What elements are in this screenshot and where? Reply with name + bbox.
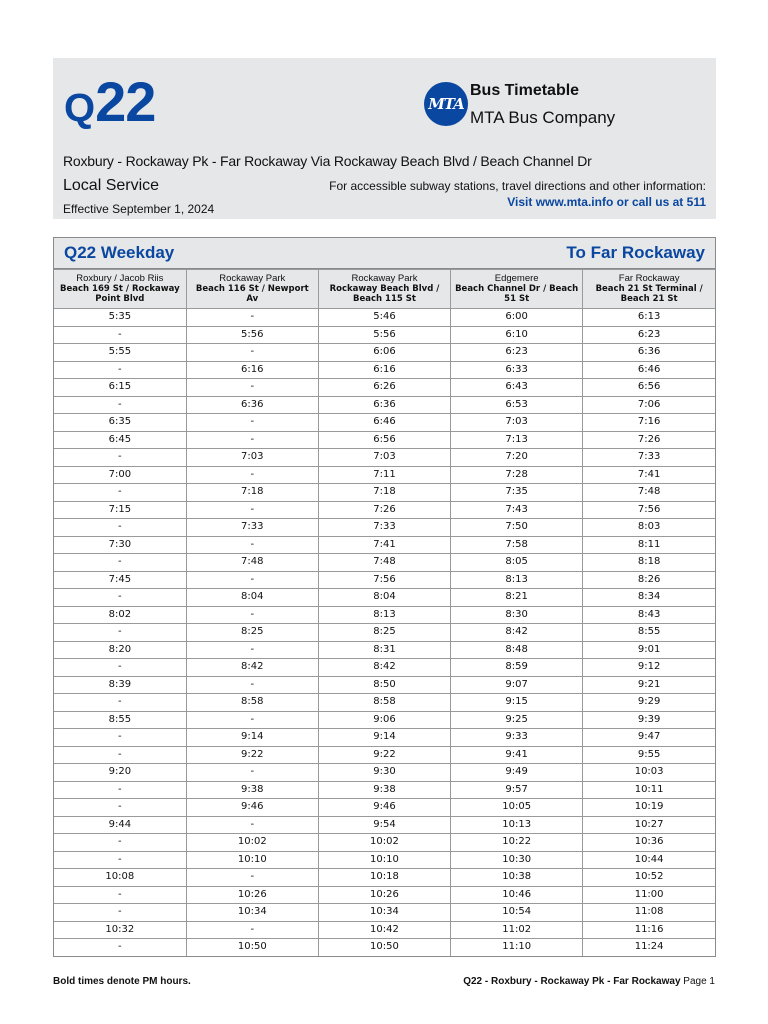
header-row [54, 270, 715, 309]
table-row [54, 641, 715, 659]
time-cell: 9:55 [583, 746, 715, 764]
time-cell: - [54, 851, 186, 869]
time-cell: 7:26 [583, 431, 715, 449]
column-location: Edgemere [494, 273, 539, 284]
table-row [54, 431, 715, 449]
mta-logo-icon: MTA [424, 82, 468, 126]
time-cell: 6:23 [583, 326, 715, 344]
time-cell: 8:13 [451, 571, 583, 589]
time-cell: 8:55 [583, 624, 715, 642]
time-cell: 7:45 [54, 571, 186, 589]
time-cell: 6:15 [54, 379, 186, 397]
column-location: Rockaway Park [351, 273, 418, 284]
time-cell: - [186, 676, 318, 694]
table-row [54, 851, 715, 869]
time-cell: 11:02 [451, 921, 583, 939]
table-row [54, 396, 715, 414]
time-cell: 6:45 [54, 431, 186, 449]
time-cell: 8:03 [583, 519, 715, 537]
table-row [54, 379, 715, 397]
time-cell: 9:41 [451, 746, 583, 764]
time-cell: 9:44 [54, 816, 186, 834]
time-cell: 6:10 [451, 326, 583, 344]
time-cell: - [54, 624, 186, 642]
table-row [54, 659, 715, 677]
time-cell: - [186, 431, 318, 449]
time-cell: - [54, 589, 186, 607]
time-cell: 10:08 [54, 869, 186, 887]
time-cell: 8:21 [451, 589, 583, 607]
time-cell: 9:14 [318, 729, 450, 747]
time-cell: - [186, 921, 318, 939]
time-cell: 7:35 [451, 484, 583, 502]
table-row [54, 886, 715, 904]
time-cell: - [54, 519, 186, 537]
table-row [54, 466, 715, 484]
time-cell: 8:05 [451, 554, 583, 572]
time-cell: 11:00 [583, 886, 715, 904]
time-cell: 7:18 [318, 484, 450, 502]
time-cell: 7:03 [186, 449, 318, 467]
timetable-header [53, 58, 716, 219]
time-cell: 7:03 [318, 449, 450, 467]
table-row [54, 414, 715, 432]
time-cell: - [186, 571, 318, 589]
time-cell: 8:18 [583, 554, 715, 572]
time-cell: 10:50 [318, 939, 450, 956]
route-description: Roxbury - Rockaway Pk - Far Rockaway Via Rockaway Beach Blvd / Beach Channel Dr [63, 153, 592, 169]
time-cell: 6:13 [583, 309, 715, 327]
time-cell: - [54, 781, 186, 799]
time-cell: 6:36 [318, 396, 450, 414]
time-cell: - [186, 869, 318, 887]
table-row [54, 606, 715, 624]
time-cell: - [186, 536, 318, 554]
table-row [54, 484, 715, 502]
time-cell: 10:50 [186, 939, 318, 956]
table-row [54, 554, 715, 572]
table-row [54, 711, 715, 729]
time-cell: 10:05 [451, 799, 583, 817]
time-cell: 10:02 [186, 834, 318, 852]
table-row [54, 589, 715, 607]
column-header [318, 270, 450, 309]
time-cell: 6:43 [451, 379, 583, 397]
time-cell: - [186, 501, 318, 519]
time-cell: 10:52 [583, 869, 715, 887]
time-cell: 5:56 [318, 326, 450, 344]
time-cell: 10:03 [583, 764, 715, 782]
time-cell: 11:24 [583, 939, 715, 956]
time-cell: - [186, 309, 318, 327]
time-cell: 7:28 [451, 466, 583, 484]
table-row [54, 764, 715, 782]
time-cell: 7:03 [451, 414, 583, 432]
time-cell: - [54, 904, 186, 922]
column-location: Roxbury / Jacob Riis [76, 273, 164, 284]
time-cell: 10:10 [186, 851, 318, 869]
column-header [451, 270, 583, 309]
time-cell: 10:34 [318, 904, 450, 922]
table-row [54, 816, 715, 834]
time-cell: 6:36 [583, 344, 715, 362]
time-cell: 9:57 [451, 781, 583, 799]
time-cell: 5:56 [186, 326, 318, 344]
time-cell: 11:10 [451, 939, 583, 956]
table-row [54, 799, 715, 817]
time-cell: 10:13 [451, 816, 583, 834]
time-cell: - [54, 449, 186, 467]
time-cell: - [186, 641, 318, 659]
time-cell: 7:33 [186, 519, 318, 537]
time-cell: 9:38 [318, 781, 450, 799]
time-cell: 7:26 [318, 501, 450, 519]
table-row [54, 694, 715, 712]
time-cell: 7:43 [451, 501, 583, 519]
time-cell: 8:30 [451, 606, 583, 624]
time-cell: 6:53 [451, 396, 583, 414]
table-row [54, 834, 715, 852]
table-row [54, 729, 715, 747]
table-row [54, 781, 715, 799]
timetable [53, 237, 716, 957]
time-cell: 7:50 [451, 519, 583, 537]
table-row [54, 326, 715, 344]
time-cell: 9:21 [583, 676, 715, 694]
time-cell: 9:39 [583, 711, 715, 729]
time-cell: 9:22 [318, 746, 450, 764]
table-row [54, 904, 715, 922]
time-cell: 8:42 [186, 659, 318, 677]
time-cell: 6:23 [451, 344, 583, 362]
time-cell: - [54, 799, 186, 817]
time-cell: 10:46 [451, 886, 583, 904]
time-cell: 8:42 [318, 659, 450, 677]
table-row [54, 571, 715, 589]
time-cell: 8:48 [451, 641, 583, 659]
table-row [54, 869, 715, 887]
time-cell: 8:55 [54, 711, 186, 729]
table-row [54, 344, 715, 362]
time-cell: 8:26 [583, 571, 715, 589]
time-cell: 10:26 [186, 886, 318, 904]
time-cell: 8:58 [318, 694, 450, 712]
time-cell: 8:43 [583, 606, 715, 624]
time-cell: 9:49 [451, 764, 583, 782]
time-cell: 7:41 [318, 536, 450, 554]
time-cell: 8:31 [318, 641, 450, 659]
column-stop: Beach 169 St / Rockaway Point Blvd [60, 284, 180, 304]
table-row [54, 624, 715, 642]
time-cell: - [54, 326, 186, 344]
accessible-info: For accessible subway stations, travel directions and other information: [329, 179, 706, 193]
column-location: Far Rockaway [618, 273, 680, 284]
footer-route-label: Q22 - Roxbury - Rockaway Pk - Far Rockaway [463, 976, 681, 987]
time-cell: 10:34 [186, 904, 318, 922]
time-cell: 8:59 [451, 659, 583, 677]
table-row [54, 519, 715, 537]
timetable-title: Q22 Weekday [64, 243, 175, 262]
time-cell: 9:14 [186, 729, 318, 747]
time-cell: 9:30 [318, 764, 450, 782]
time-cell: 7:33 [318, 519, 450, 537]
route-number: 22 [95, 70, 156, 133]
time-cell: 7:15 [54, 501, 186, 519]
time-cell: 7:48 [186, 554, 318, 572]
route-title [64, 70, 156, 133]
time-cell: 6:26 [318, 379, 450, 397]
time-cell: 9:33 [451, 729, 583, 747]
time-cell: 8:11 [583, 536, 715, 554]
time-cell: 8:39 [54, 676, 186, 694]
time-cell: - [186, 711, 318, 729]
time-cell: 9:22 [186, 746, 318, 764]
time-cell: 7:20 [451, 449, 583, 467]
time-cell: 7:41 [583, 466, 715, 484]
time-cell: - [54, 484, 186, 502]
column-header [186, 270, 318, 309]
time-cell: 8:20 [54, 641, 186, 659]
time-cell: 9:07 [451, 676, 583, 694]
time-cell: 6:00 [451, 309, 583, 327]
time-cell: 8:34 [583, 589, 715, 607]
time-cell: 5:35 [54, 309, 186, 327]
time-cell: 10:38 [451, 869, 583, 887]
time-cell: - [54, 834, 186, 852]
time-cell: - [54, 659, 186, 677]
time-cell: 6:33 [451, 361, 583, 379]
time-cell: 10:10 [318, 851, 450, 869]
time-cell: 10:11 [583, 781, 715, 799]
time-cell: 10:22 [451, 834, 583, 852]
table-row [54, 746, 715, 764]
time-cell: 7:30 [54, 536, 186, 554]
page-number: Page 1 [683, 976, 715, 987]
time-cell: - [186, 606, 318, 624]
time-cell: 6:56 [318, 431, 450, 449]
time-cell: 9:29 [583, 694, 715, 712]
column-stop: Beach 116 St / Newport Av [195, 284, 309, 304]
time-cell: 7:33 [583, 449, 715, 467]
time-cell: 11:16 [583, 921, 715, 939]
timetable-direction: To Far Rockaway [566, 243, 705, 262]
time-cell: 7:06 [583, 396, 715, 414]
time-cell: 7:58 [451, 536, 583, 554]
time-cell: 8:04 [318, 589, 450, 607]
time-cell: 8:25 [318, 624, 450, 642]
time-cell: 9:46 [186, 799, 318, 817]
time-cell: 7:56 [318, 571, 450, 589]
schedule-table [54, 269, 715, 956]
visit-link[interactable]: Visit www.mta.info or call us at 511 [507, 195, 706, 209]
time-cell: 9:46 [318, 799, 450, 817]
time-cell: 8:13 [318, 606, 450, 624]
table-row [54, 361, 715, 379]
time-cell: 9:20 [54, 764, 186, 782]
time-cell: - [54, 554, 186, 572]
time-cell: 6:35 [54, 414, 186, 432]
column-stop: Rockaway Beach Blvd / Beach 115 St [329, 284, 440, 304]
time-cell: 11:08 [583, 904, 715, 922]
time-cell: 9:38 [186, 781, 318, 799]
column-header [54, 270, 186, 309]
time-cell: 10:18 [318, 869, 450, 887]
time-cell: 9:25 [451, 711, 583, 729]
time-cell: 6:56 [583, 379, 715, 397]
time-cell: 10:26 [318, 886, 450, 904]
time-cell: 9:06 [318, 711, 450, 729]
time-cell: - [186, 414, 318, 432]
table-row [54, 939, 715, 956]
time-cell: 10:32 [54, 921, 186, 939]
time-cell: 7:13 [451, 431, 583, 449]
time-cell: 9:15 [451, 694, 583, 712]
table-row [54, 309, 715, 327]
time-cell: - [54, 396, 186, 414]
column-location: Rockaway Park [219, 273, 286, 284]
time-cell: 8:50 [318, 676, 450, 694]
table-row [54, 501, 715, 519]
time-cell: 6:46 [583, 361, 715, 379]
time-cell: - [54, 886, 186, 904]
time-cell: 9:54 [318, 816, 450, 834]
time-cell: 6:06 [318, 344, 450, 362]
company-name: MTA Bus Company [470, 108, 616, 127]
time-cell: 10:02 [318, 834, 450, 852]
time-cell: 9:47 [583, 729, 715, 747]
time-cell: 10:44 [583, 851, 715, 869]
time-cell: - [54, 361, 186, 379]
time-cell: - [186, 764, 318, 782]
time-cell: 6:16 [318, 361, 450, 379]
time-cell: 10:19 [583, 799, 715, 817]
table-row [54, 676, 715, 694]
time-cell: 9:12 [583, 659, 715, 677]
time-cell: 8:58 [186, 694, 318, 712]
table-row [54, 536, 715, 554]
time-cell: 5:55 [54, 344, 186, 362]
time-cell: 7:11 [318, 466, 450, 484]
time-cell: 10:42 [318, 921, 450, 939]
effective-date: Effective September 1, 2024 [63, 202, 215, 216]
timetable-title-bar [54, 238, 715, 269]
time-cell: - [186, 816, 318, 834]
time-cell: 6:46 [318, 414, 450, 432]
footer-note: Bold times denote PM hours. [53, 976, 191, 987]
time-cell: 8:25 [186, 624, 318, 642]
time-cell: - [54, 746, 186, 764]
table-row [54, 449, 715, 467]
time-cell: - [186, 379, 318, 397]
column-stop: Beach Channel Dr / Beach 51 St [455, 284, 579, 304]
time-cell: 7:18 [186, 484, 318, 502]
time-cell: 7:56 [583, 501, 715, 519]
footer-page-info [463, 976, 715, 987]
time-cell: 10:36 [583, 834, 715, 852]
time-cell: 6:16 [186, 361, 318, 379]
time-cell: - [186, 466, 318, 484]
time-cell: 7:16 [583, 414, 715, 432]
time-cell: - [54, 694, 186, 712]
time-cell: - [54, 939, 186, 956]
time-cell: 7:48 [318, 554, 450, 572]
time-cell: 10:27 [583, 816, 715, 834]
time-cell: 6:36 [186, 396, 318, 414]
time-cell: - [186, 344, 318, 362]
time-cell: 8:42 [451, 624, 583, 642]
time-cell: 10:30 [451, 851, 583, 869]
column-header [583, 270, 715, 309]
bus-timetable-label: Bus Timetable [470, 82, 580, 99]
schedule-body [54, 309, 715, 956]
service-type: Local Service [63, 177, 160, 194]
column-stop: Beach 21 St Terminal / Beach 21 St [595, 284, 703, 304]
time-cell: 10:54 [451, 904, 583, 922]
time-cell: 8:02 [54, 606, 186, 624]
table-row [54, 921, 715, 939]
time-cell: 5:46 [318, 309, 450, 327]
route-prefix: Q [64, 86, 96, 130]
time-cell: 7:00 [54, 466, 186, 484]
time-cell: 9:01 [583, 641, 715, 659]
time-cell: 7:48 [583, 484, 715, 502]
time-cell: 8:04 [186, 589, 318, 607]
time-cell: - [54, 729, 186, 747]
